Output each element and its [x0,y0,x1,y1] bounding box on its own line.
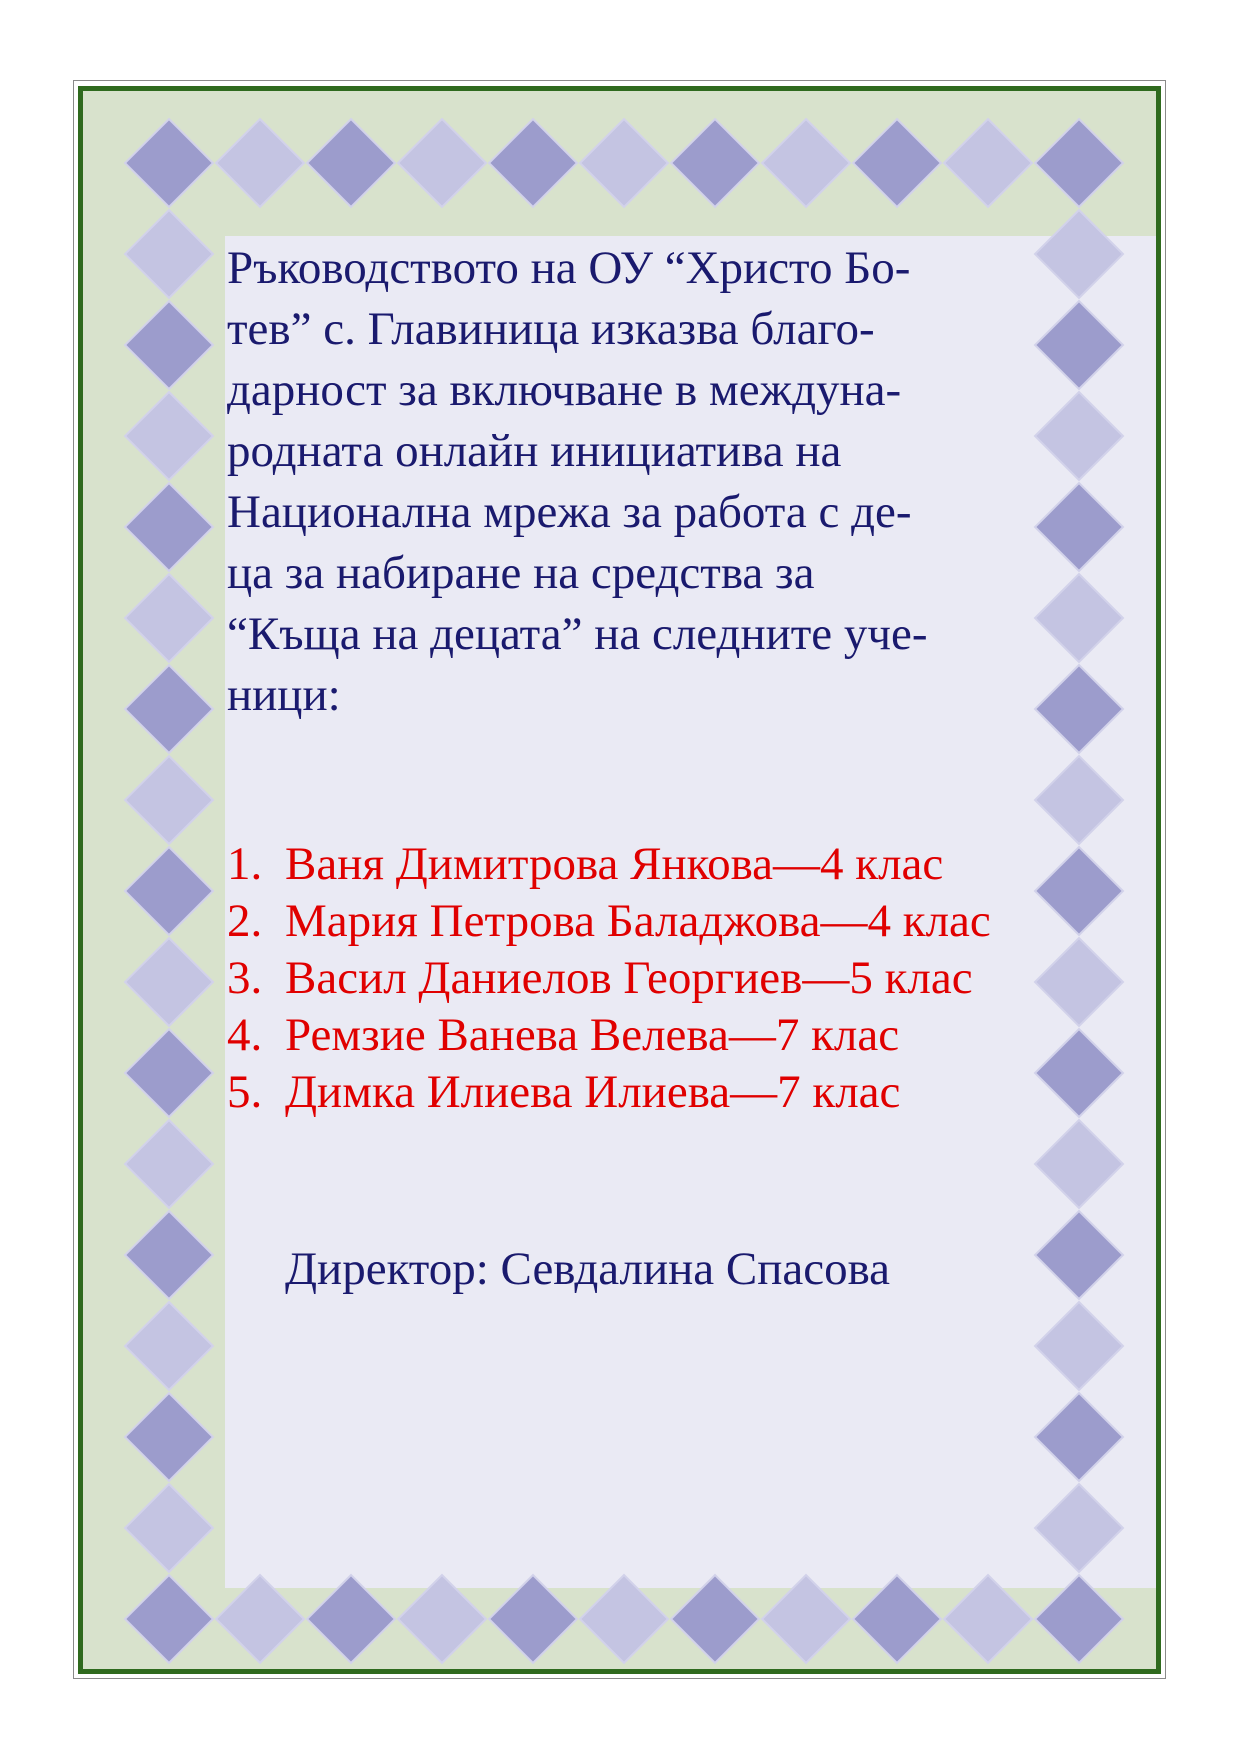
diamond-shape [762,119,850,207]
student-list [227,836,1047,1121]
diamond-shape [307,1575,395,1663]
intro-line: “Къща на децата” на следните уче- [227,608,928,660]
intro-line: Ръководството на ОУ “Христо Бо- [227,242,911,294]
diamond-shape [1035,119,1123,207]
diamond-shape [125,210,213,298]
diamond-shape [125,1120,213,1208]
diamond-shape [125,847,213,935]
diamond-shape [125,938,213,1026]
diamond-shape [125,1575,213,1663]
diamond-shape [216,119,304,207]
list-item [227,1007,1047,1064]
diamond-shape [1035,210,1123,298]
diamond-shape [1035,1393,1123,1481]
list-item [227,836,1047,893]
diamond-shape [1035,938,1123,1026]
diamond-shape [1035,1120,1123,1208]
diamond-shape [125,1484,213,1572]
diamond-shape [489,1575,577,1663]
diamond-shape [580,119,668,207]
list-number: 5. [227,1066,263,1118]
diamond-shape [1035,392,1123,480]
intro-paragraph [227,238,1047,726]
diamond-shape [125,1029,213,1117]
document-content [227,238,1047,1298]
diamond-shape [853,119,941,207]
student-name: Мария Петрова Баладжова—4 клас [285,895,991,947]
diamond-shape [489,119,577,207]
diamond-shape [125,483,213,571]
diamond-shape [1035,301,1123,389]
intro-line: ца за набиране на средства за [227,547,815,599]
intro-line: дарност за включване в междуна- [227,364,902,416]
diamond-shape [1035,665,1123,753]
diamond-shape [1035,574,1123,662]
diamond-shape [125,574,213,662]
student-name: Димка Илиева Илиева—7 клас [285,1066,901,1118]
list-item [227,893,1047,950]
diamond-shape [1035,1575,1123,1663]
list-number: 1. [227,838,263,890]
intro-line: Национална мрежа за работа с де- [227,486,912,538]
diamond-shape [398,1575,486,1663]
list-number: 2. [227,895,263,947]
diamond-shape [216,1575,304,1663]
diamond-shape [398,119,486,207]
list-number: 3. [227,952,263,1004]
intro-line: ници: [227,669,341,721]
diamond-shape [580,1575,668,1663]
diamond-shape [1035,1029,1123,1117]
intro-line: родната онлайн инициатива на [227,425,842,477]
diamond-shape [1035,1302,1123,1390]
intro-line: тев” с. Главиница изказва благо- [227,303,875,355]
diamond-shape [762,1575,850,1663]
student-name: Ремзие Ванева Велева—7 клас [285,1009,900,1061]
diamond-shape [1035,1484,1123,1572]
list-item [227,950,1047,1007]
diamond-shape [307,119,395,207]
director-signature: Директор: Севдалина Спасова [285,1243,891,1295]
diamond-shape [1035,756,1123,844]
diamond-shape [125,756,213,844]
diamond-shape [671,119,759,207]
diamond-shape [125,1393,213,1481]
diamond-shape [1035,483,1123,571]
diamond-shape [125,301,213,389]
list-number: 4. [227,1009,263,1061]
diamond-shape [125,665,213,753]
list-item [227,1064,1047,1121]
diamond-shape [125,119,213,207]
student-name: Ваня Димитрова Янкова—4 клас [285,838,944,890]
diamond-shape [853,1575,941,1663]
diamond-shape [125,1302,213,1390]
diamond-shape [125,392,213,480]
diamond-shape [944,119,1032,207]
diamond-shape [1035,847,1123,935]
diamond-shape [671,1575,759,1663]
student-name: Васил Даниелов Георгиев—5 клас [285,952,973,1004]
diamond-shape [1035,1211,1123,1299]
diamond-shape [125,1211,213,1299]
diamond-shape [944,1575,1032,1663]
